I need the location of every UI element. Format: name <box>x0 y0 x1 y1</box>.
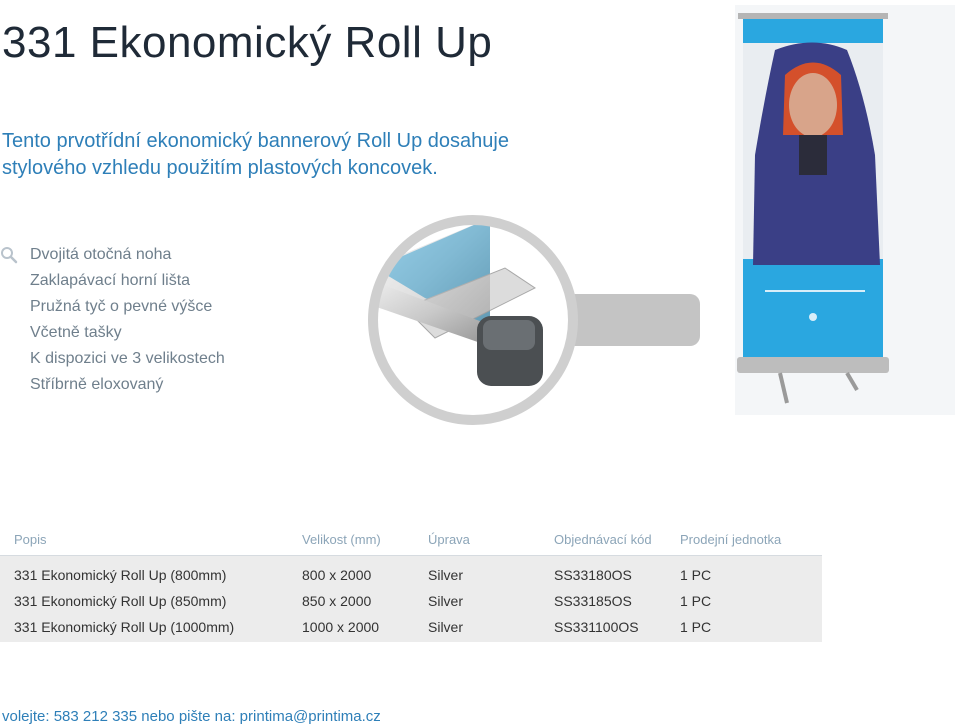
col-header-finish: Úprava <box>414 523 540 556</box>
feature-item <box>0 268 225 294</box>
cell-description: 331 Ekonomický Roll Up (1000mm) <box>0 614 288 642</box>
feature-label: Včetně tašky <box>30 324 122 341</box>
feature-label: Zaklapávací horní lišta <box>30 272 191 289</box>
cell-size: 1000 x 2000 <box>288 614 414 642</box>
table-header-row <box>0 523 822 556</box>
cell-order-code: SS33180OS <box>540 556 666 589</box>
feature-item <box>0 346 225 372</box>
feature-item <box>0 294 225 320</box>
feature-label: Dvojitá otočná noha <box>30 246 172 263</box>
base-detail-image <box>365 208 705 432</box>
cell-order-code: SS33185OS <box>540 588 666 614</box>
feature-item <box>0 242 225 268</box>
cell-sales-unit: 1 PC <box>666 588 822 614</box>
feature-item <box>0 372 225 398</box>
table-row <box>0 588 822 614</box>
rollup-banner-image <box>735 5 955 415</box>
feature-label: K dispozici ve 3 velikostech <box>30 350 225 367</box>
col-header-size: Velikost (mm) <box>288 523 414 556</box>
magnifier-icon <box>0 246 18 264</box>
feature-label: Stříbrně eloxovaný <box>30 376 164 393</box>
col-header-sales-unit: Prodejní jednotka <box>666 523 822 556</box>
feature-label: Pružná tyč o pevné výšce <box>30 298 213 315</box>
intro-text: Tento prvotřídní ekonomický bannerový Roll Up dosahuje stylového vzhledu použitím plastových koncovek. <box>2 130 509 179</box>
table-row <box>0 614 822 642</box>
col-header-order-code: Objednávací kód <box>540 523 666 556</box>
cell-order-code: SS331100OS <box>540 614 666 642</box>
cell-sales-unit: 1 PC <box>666 556 822 589</box>
table-row <box>0 556 822 589</box>
cell-size: 850 x 2000 <box>288 588 414 614</box>
product-table <box>0 523 822 642</box>
cell-finish: Silver <box>414 614 540 642</box>
cell-size: 800 x 2000 <box>288 556 414 589</box>
cell-description: 331 Ekonomický Roll Up (850mm) <box>0 588 288 614</box>
zoom-pointer <box>565 294 700 346</box>
col-header-description: Popis <box>0 523 288 556</box>
contact-footer: volejte: 583 212 335 nebo pište na: printima@printima.cz <box>2 708 381 725</box>
cell-finish: Silver <box>414 588 540 614</box>
feature-list <box>0 242 225 398</box>
cell-description: 331 Ekonomický Roll Up (800mm) <box>0 556 288 589</box>
cell-sales-unit: 1 PC <box>666 614 822 642</box>
page-title: 331 Ekonomický Roll Up <box>2 18 493 67</box>
feature-item <box>0 320 225 346</box>
cell-finish: Silver <box>414 556 540 589</box>
